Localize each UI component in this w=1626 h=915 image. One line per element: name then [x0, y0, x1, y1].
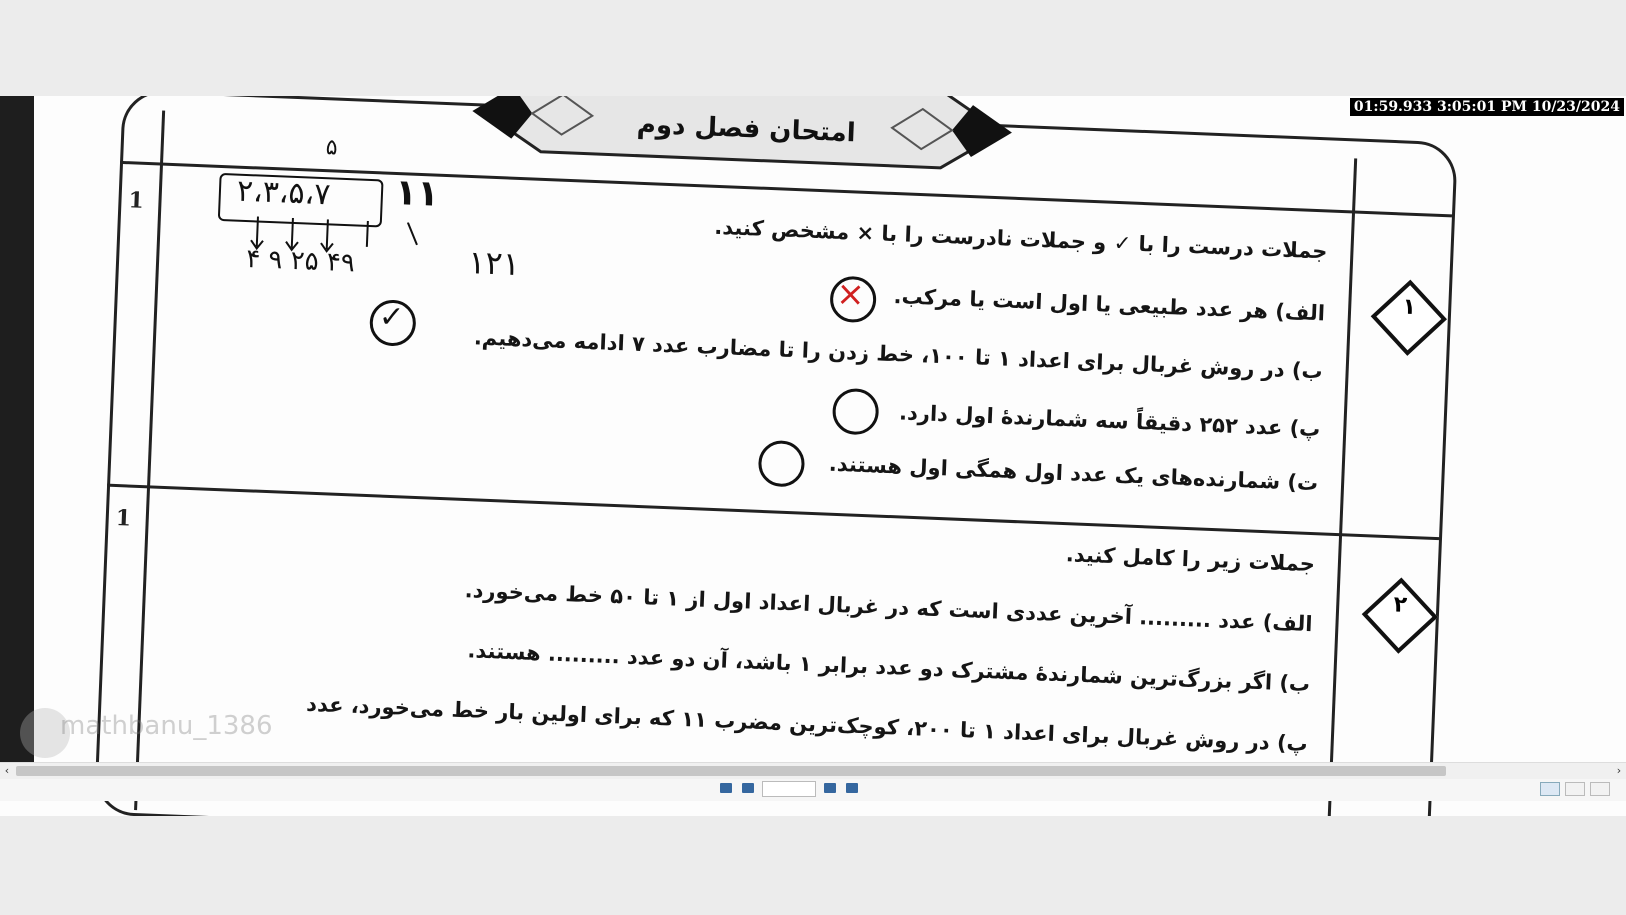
question-1-score: 1	[128, 187, 145, 214]
question-2-instruction: جملات زیر را کامل کنید.	[1065, 542, 1316, 577]
handwritten-squares: ۴ ۹ ۲۵ ۴۹	[245, 244, 356, 279]
page-number-field[interactable]	[762, 781, 816, 797]
check-mark-icon: ✓	[378, 299, 405, 336]
previous-page-icon[interactable]	[742, 783, 754, 793]
question-1-item-d: ت) شمارنده‌های یک عدد اول همگی اول هستند.	[828, 451, 1319, 496]
handwritten-five: ۵	[325, 135, 339, 161]
question-1-item-a: الف) هر عدد طبیعی یا اول است یا مرکب.	[893, 284, 1326, 326]
question-1-instruction: جملات درست را با ✓ و جملات نادرست را با × مشخص کنید.	[713, 214, 1328, 264]
question-2-number: ۲	[1393, 592, 1408, 618]
handwritten-primes: ۲،۳،۵،۷	[236, 173, 332, 213]
document-viewport	[0, 96, 1626, 816]
question-2-item-b: ب) اگر بزرگ‌ترین شمارندهٔ مشترک دو عدد برابر ۱ باشد، آن دو عدد ......... هستند.	[467, 638, 1311, 697]
horizontal-scrollbar[interactable]	[0, 762, 1626, 779]
recording-timestamp: 01:59.933 3:05:01 PM 10/23/2024	[1350, 98, 1624, 116]
scroll-right-icon[interactable]: ›	[1616, 764, 1622, 777]
question-2-score: 1	[115, 505, 132, 532]
question-2-item-a: الف) عدد ......... آخرین عددی است که در غربال اعداد اول از ۱ تا ۵۰ خط می‌خورد.	[464, 578, 1313, 637]
exam-page	[76, 96, 1493, 816]
question-1-item-b: ب) در روش غربال برای اعداد ۱ تا ۱۰۰، خط زدن را تا مضارب عدد ۷ ادامه می‌دهیم.	[473, 325, 1324, 384]
question-1-item-c: پ) عدد ۲۵۲ دقیقاً سه شمارندهٔ اول دارد.	[898, 400, 1321, 442]
question-2-item-c: پ) در روش غربال برای اعداد ۱ تا ۲۰۰، کوچک‌ترین مضرب ۱۱ که برای اولین بار خط می‌خورد، عدد	[305, 691, 1309, 757]
two-page-view-icon[interactable]	[1590, 782, 1610, 796]
single-page-view-icon[interactable]	[1540, 782, 1560, 796]
left-dark-edge	[0, 96, 34, 786]
next-page-icon[interactable]	[824, 783, 836, 793]
continuous-view-icon[interactable]	[1565, 782, 1585, 796]
last-page-icon[interactable]	[846, 783, 858, 793]
handwritten-121: ۱۲۱	[467, 242, 521, 284]
cross-mark-icon: ×	[835, 273, 866, 315]
exam-title: امتحان فصل دوم	[636, 109, 857, 149]
question-1-number: ۱	[1402, 294, 1417, 321]
scroll-left-icon[interactable]: ‹	[4, 764, 10, 777]
scrollbar-thumb[interactable]	[16, 766, 1446, 776]
status-bar	[0, 779, 1626, 801]
handwritten-eleven: ۱۱	[394, 171, 440, 215]
first-page-icon[interactable]	[720, 783, 732, 793]
watermark-text: mathbanu_1386	[60, 711, 273, 741]
